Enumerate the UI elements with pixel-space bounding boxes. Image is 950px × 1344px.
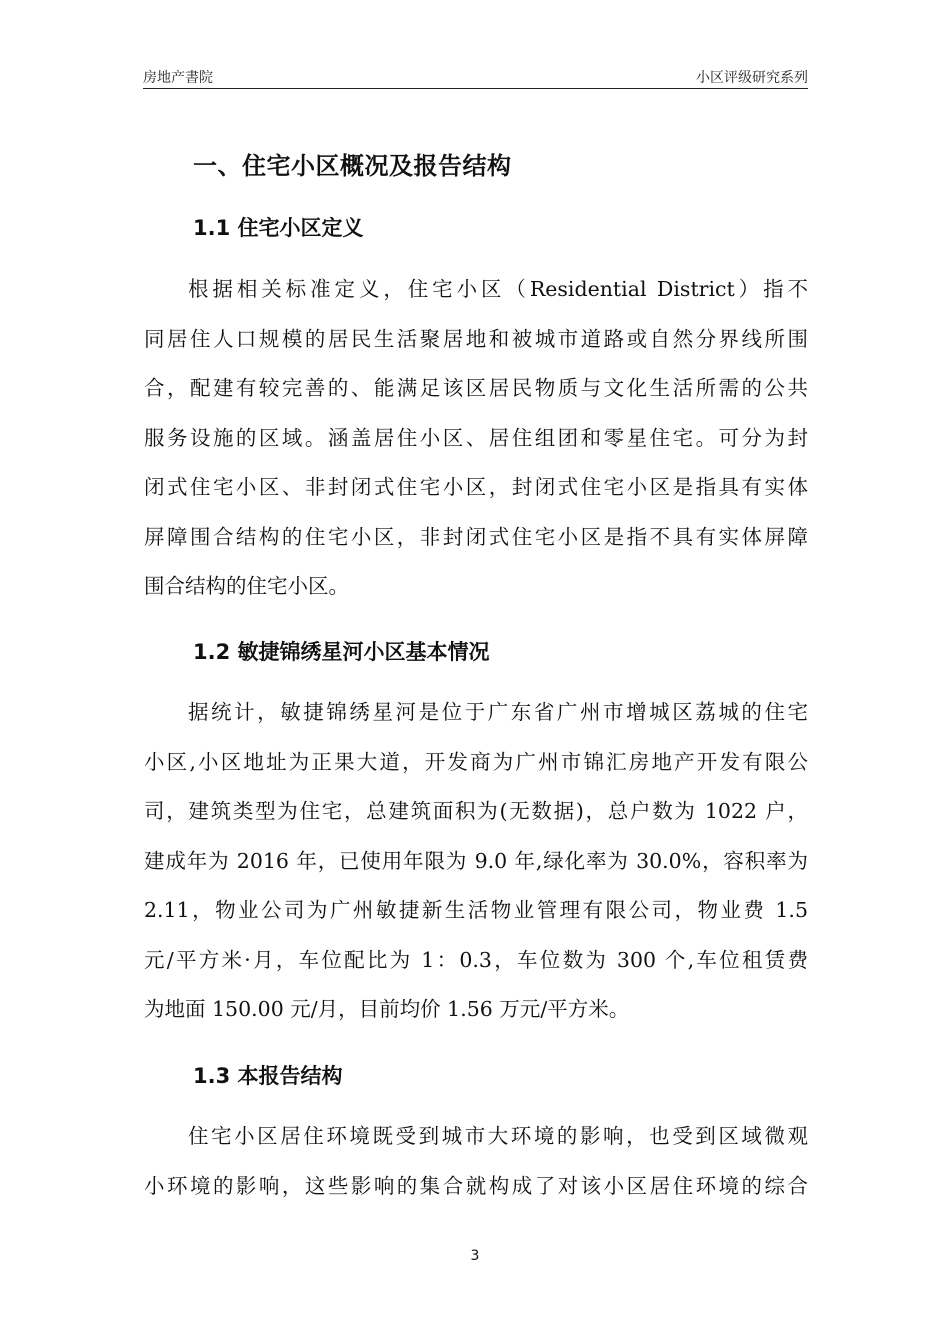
paragraph-line: 同居住人口规模的居民生活聚居地和被城市道路或自然分界线所围 bbox=[144, 326, 808, 351]
paragraph-line: 服务设施的区域。涵盖居住小区、居住组团和零星住宅。可分为封 bbox=[144, 425, 808, 450]
paragraph-line: 围合结构的住宅小区。 bbox=[144, 574, 349, 598]
section-title: 一、住宅小区概况及报告结构 bbox=[193, 152, 512, 180]
subsection-title-1-2: 1.2 敏捷锦绣星河小区基本情况 bbox=[193, 640, 490, 664]
paragraph-line: 住宅小区居住环境既受到城市大环境的影响，也受到区域微观 bbox=[188, 1124, 808, 1148]
paragraph-line: 屏障围合结构的住宅小区，非封闭式住宅小区是指不具有实体屏障 bbox=[144, 524, 808, 549]
header-right-title: 小区评级研究系列 bbox=[696, 70, 808, 86]
subsection-title-1-3: 1.3 本报告结构 bbox=[193, 1064, 343, 1088]
paragraph-line: 元/平方米·月，车位配比为 1：0.3，车位数为 300 个,车位租赁费 bbox=[144, 947, 808, 972]
paragraph-line: 小区,小区地址为正果大道，开发商为广州市锦汇房地产开发有限公 bbox=[144, 749, 808, 774]
page-number: 3 bbox=[470, 1248, 480, 1264]
header-left-title: 房地产書院 bbox=[143, 70, 213, 86]
paragraph-line: 小环境的影响，这些影响的集合就构成了对该小区居住环境的综合 bbox=[144, 1173, 808, 1198]
paragraph-line: 2.11，物业公司为广州敏捷新生活物业管理有限公司，物业费 1.5 bbox=[144, 898, 808, 922]
paragraph-line: 合，配建有较完善的、能满足该区居民物质与文化生活所需的公共 bbox=[144, 376, 808, 400]
paragraph-definition bbox=[144, 275, 808, 622]
paragraph-line: 闭式住宅小区、非封闭式住宅小区，封闭式住宅小区是指具有实体 bbox=[144, 475, 808, 499]
paragraph-line: 建成年为 2016 年，已使用年限为 9.0 年,绿化率为 30.0%，容积率为 bbox=[144, 848, 808, 873]
paragraph-line: 为地面 150.00 元/月，目前均价 1.56 万元/平方米。 bbox=[144, 997, 630, 1021]
paragraph-line: 根据相关标准定义，住宅小区（Residential District）指不 bbox=[188, 277, 808, 301]
subsection-title-1-1: 1.1 住宅小区定义 bbox=[193, 216, 364, 240]
paragraph-line: 据统计，敏捷锦绣星河是位于广东省广州市增城区荔城的住宅 bbox=[188, 700, 808, 724]
paragraph-line: 司，建筑类型为住宅，总建筑面积为(无数据)，总户数为 1022 户， bbox=[144, 799, 808, 823]
paragraph-basic-info bbox=[144, 698, 808, 1045]
page-header bbox=[143, 66, 808, 89]
paragraph-report-structure bbox=[144, 1122, 808, 1221]
